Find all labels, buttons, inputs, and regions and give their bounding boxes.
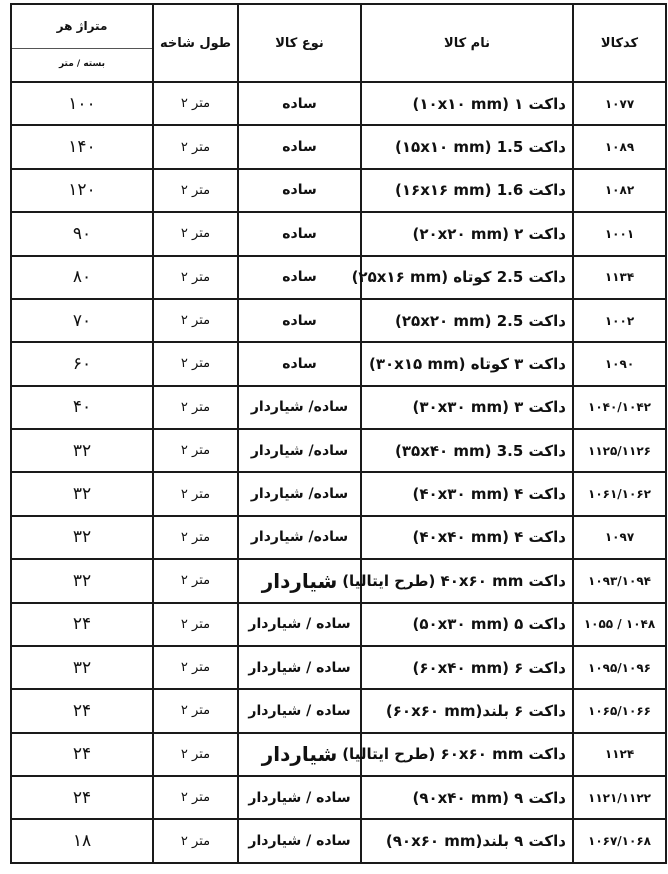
product-code: ۱۰۶۷/۱۰۶۸	[573, 819, 666, 863]
bulk-meterage: ۲۴	[11, 689, 153, 732]
product-code: ۱۱۲۵/۱۱۲۶	[573, 429, 666, 472]
table-row	[11, 429, 666, 472]
branch-length: متر ۲	[153, 256, 238, 299]
product-type: ساده/ شیاردار	[238, 386, 361, 429]
table-row	[11, 299, 666, 342]
product-type: ساده/ شیاردار	[238, 472, 361, 515]
product-code: ۱۰۴۰/۱۰۴۲	[573, 386, 666, 429]
product-name: داکت ۲ (۲۰x۲۰ mm)	[361, 212, 573, 255]
product-name: داکت 2.5 کوتاه (۲۵x۱۶ mm)	[361, 256, 573, 299]
product-code: ۱۰۹۵/۱۰۹۶	[573, 646, 666, 689]
product-code: ۱۰۸۲	[573, 169, 666, 212]
table-row	[11, 256, 666, 299]
product-name: داکت ۹ (۹۰x۴۰ mm)	[361, 776, 573, 819]
bulk-meterage: ۳۲	[11, 472, 153, 515]
bulk-meterage: ۱۴۰	[11, 125, 153, 168]
product-name: داکت 1.6 (۱۶x۱۶ mm)	[361, 169, 573, 212]
product-type: ساده	[238, 82, 361, 125]
product-type: شیاردار	[238, 559, 361, 602]
product-type: ساده	[238, 169, 361, 212]
branch-length: متر ۲	[153, 819, 238, 863]
header-bulk-title: متراژ هر	[12, 6, 152, 49]
product-code: ۱۰۴۸ / ۱۰۵۵	[573, 603, 666, 646]
branch-length: متر ۲	[153, 472, 238, 515]
branch-length: متر ۲	[153, 169, 238, 212]
product-name: داکت ۶ بلند(۶۰x۶۰ mm)	[361, 689, 573, 732]
table-row	[11, 386, 666, 429]
product-name: داکت 3.5 (۳۵x۴۰ mm)	[361, 429, 573, 472]
bulk-meterage: ۴۰	[11, 386, 153, 429]
branch-length: متر ۲	[153, 776, 238, 819]
product-code: ۱۰۸۹	[573, 125, 666, 168]
branch-length: متر ۲	[153, 82, 238, 125]
product-code: ۱۰۷۷	[573, 82, 666, 125]
product-type: ساده / شیاردار	[238, 646, 361, 689]
branch-length: متر ۲	[153, 386, 238, 429]
product-name: داکت ۴ (۴۰x۴۰ mm)	[361, 516, 573, 559]
product-code: ۱۰۰۱	[573, 212, 666, 255]
branch-length: متر ۲	[153, 603, 238, 646]
branch-length: متر ۲	[153, 342, 238, 385]
bulk-meterage: ۱۸	[11, 819, 153, 863]
bulk-meterage: ۶۰	[11, 342, 153, 385]
bulk-meterage: ۳۲	[11, 516, 153, 559]
product-code: ۱۰۹۷	[573, 516, 666, 559]
bulk-meterage: ۲۴	[11, 776, 153, 819]
header-bulk	[11, 4, 153, 82]
product-code: ۱۰۰۲	[573, 299, 666, 342]
bulk-meterage: ۱۲۰	[11, 169, 153, 212]
product-name: داکت ۳ (۳۰x۳۰ mm)	[361, 386, 573, 429]
header-type: نوع کالا	[238, 4, 361, 82]
table-row	[11, 776, 666, 819]
product-name: داکت ۶ (۶۰x۴۰ mm)	[361, 646, 573, 689]
product-type: ساده	[238, 125, 361, 168]
bulk-meterage: ۲۴	[11, 603, 153, 646]
product-code: ۱۱۲۱/۱۱۲۲	[573, 776, 666, 819]
price-list-sheet	[10, 3, 665, 864]
bulk-meterage: ۷۰	[11, 299, 153, 342]
product-name: داکت 2.5 (۲۵x۲۰ mm)	[361, 299, 573, 342]
product-name: داکت ۵ (۵۰x۳۰ mm)	[361, 603, 573, 646]
product-code: ۱۰۹۰	[573, 342, 666, 385]
product-code: ۱۰۹۳/۱۰۹۴	[573, 559, 666, 602]
branch-length: متر ۲	[153, 429, 238, 472]
table-row	[11, 646, 666, 689]
product-name: داکت ۱ (۱۰x۱۰ mm)	[361, 82, 573, 125]
product-name: داکت ۳ کوتاه (۳۰x۱۵ mm)	[361, 342, 573, 385]
product-type: ساده/ شیاردار	[238, 429, 361, 472]
bulk-meterage: ۳۲	[11, 429, 153, 472]
branch-length: متر ۲	[153, 125, 238, 168]
header-bulk-unit: بسته / متر	[58, 58, 106, 69]
bulk-meterage: ۹۰	[11, 212, 153, 255]
product-type: شیاردار	[238, 733, 361, 776]
bulk-meterage: ۳۲	[11, 559, 153, 602]
product-name: داکت ۶۰x۶۰ mm (طرح ایتالیا)	[361, 733, 573, 776]
product-type: ساده / شیاردار	[238, 603, 361, 646]
table-row	[11, 559, 666, 602]
table-row	[11, 516, 666, 559]
product-name: داکت ۴ (۴۰x۳۰ mm)	[361, 472, 573, 515]
table-row	[11, 733, 666, 776]
table-row	[11, 82, 666, 125]
product-type: ساده	[238, 212, 361, 255]
header-row	[11, 4, 666, 82]
product-name: داکت ۴۰x۶۰ mm (طرح ایتالیا)	[361, 559, 573, 602]
product-table	[10, 3, 667, 864]
product-type: ساده	[238, 256, 361, 299]
table-row	[11, 603, 666, 646]
bulk-meterage: ۱۰۰	[11, 82, 153, 125]
product-code: ۱۰۶۵/۱۰۶۶	[573, 689, 666, 732]
table-row	[11, 212, 666, 255]
table-row	[11, 472, 666, 515]
product-name: داکت ۹ بلند(۹۰x۶۰ mm)	[361, 819, 573, 863]
table-row	[11, 125, 666, 168]
product-type: ساده	[238, 299, 361, 342]
product-type: ساده / شیاردار	[238, 819, 361, 863]
branch-length: متر ۲	[153, 733, 238, 776]
product-type: ساده / شیاردار	[238, 689, 361, 732]
branch-length: متر ۲	[153, 299, 238, 342]
product-code: ۱۰۶۱/۱۰۶۲	[573, 472, 666, 515]
branch-length: متر ۲	[153, 516, 238, 559]
product-type: ساده	[238, 342, 361, 385]
product-type: ساده/ شیاردار	[238, 516, 361, 559]
table-row	[11, 169, 666, 212]
branch-length: متر ۲	[153, 212, 238, 255]
bulk-meterage: ۳۲	[11, 646, 153, 689]
header-name: نام کالا	[361, 4, 573, 82]
header-length: طول شاخه	[153, 4, 238, 82]
bulk-meterage: ۸۰	[11, 256, 153, 299]
branch-length: متر ۲	[153, 559, 238, 602]
product-name: داکت 1.5 (۱۵x۱۰ mm)	[361, 125, 573, 168]
product-code: ۱۱۲۴	[573, 733, 666, 776]
branch-length: متر ۲	[153, 646, 238, 689]
header-code: کدکالا	[573, 4, 666, 82]
table-row	[11, 689, 666, 732]
bulk-meterage: ۲۴	[11, 733, 153, 776]
table-row	[11, 819, 666, 863]
branch-length: متر ۲	[153, 689, 238, 732]
product-code: ۱۱۳۴	[573, 256, 666, 299]
product-type: ساده / شیاردار	[238, 776, 361, 819]
table-row	[11, 342, 666, 385]
